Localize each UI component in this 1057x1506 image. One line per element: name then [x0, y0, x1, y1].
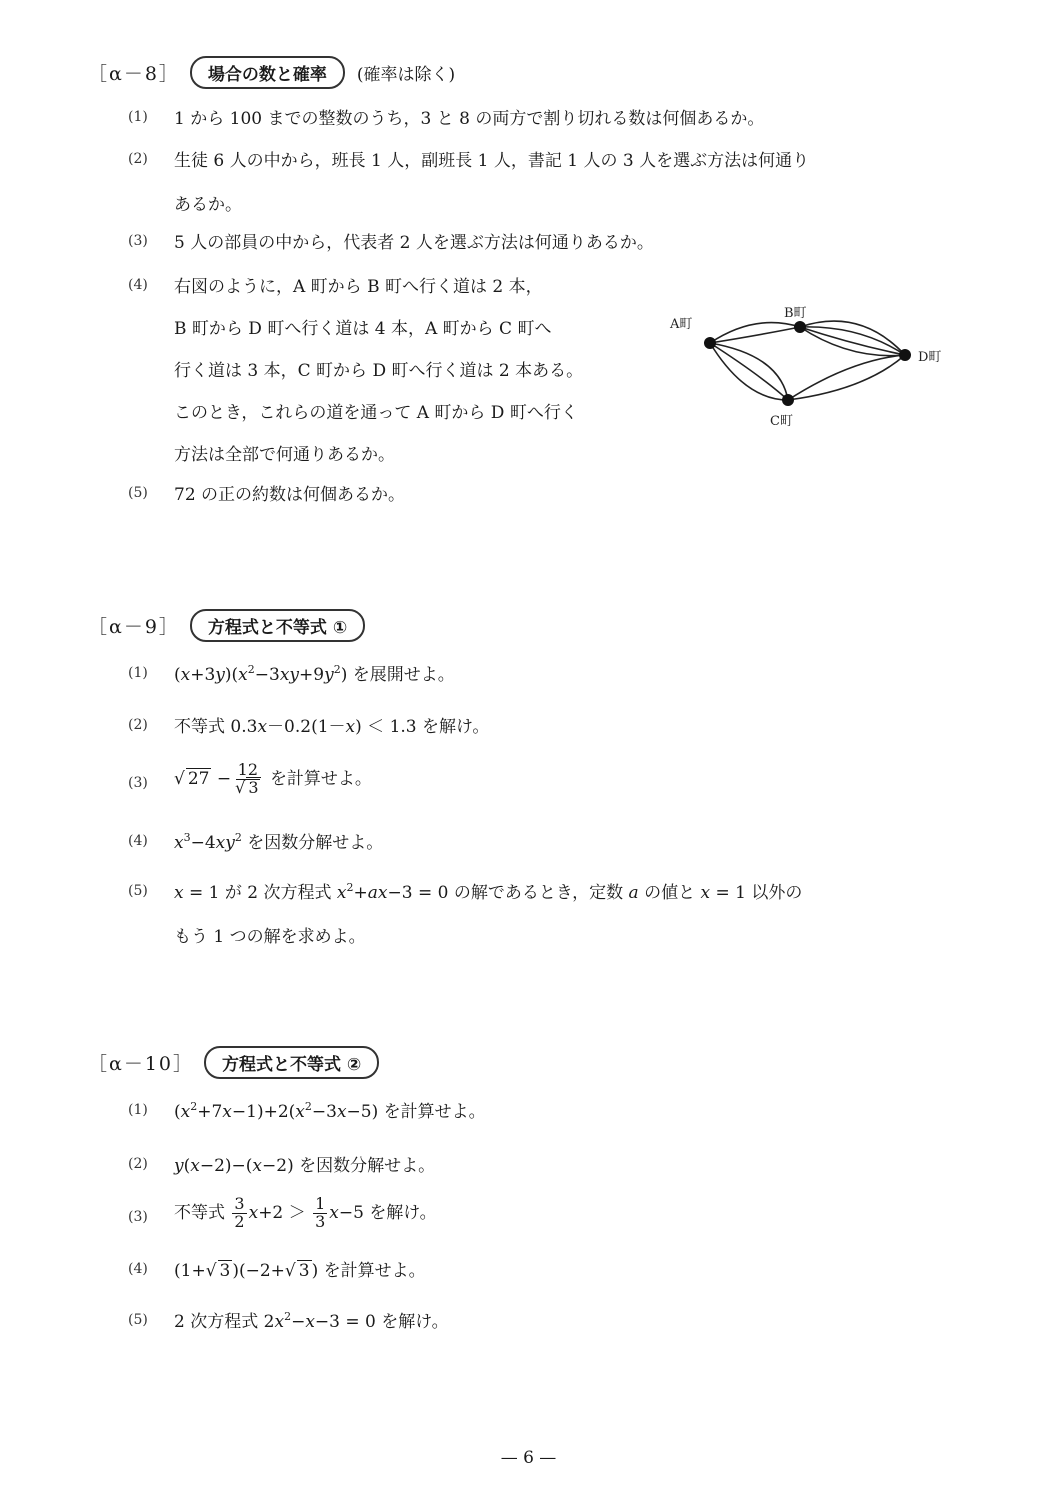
question-text-line1: 右図のように，A 町から B 町へ行く道は 2 本， — [174, 277, 543, 297]
question-text: (1+√ 3 )(−2+√ 3 ) を計算せよ。 — [174, 1261, 426, 1281]
page-number: — 6 — — [500, 1448, 557, 1468]
question-number: (1) — [128, 1102, 148, 1118]
question-text: $x^3-4xy^2$ を因数分解せよ。 — [174, 831, 384, 853]
question-text: 72 の正の約数は何個あるか。 — [174, 485, 406, 505]
question-pre: 不等式 0.3 — [174, 717, 258, 737]
question-tail: を計算せよ。 — [383, 1102, 486, 1122]
town-c-node — [782, 394, 794, 406]
road-a-c-2 — [710, 343, 788, 400]
question-tail: を展開せよ。 — [352, 665, 455, 685]
question-number: (5) — [128, 883, 148, 899]
town-b-node — [794, 321, 806, 333]
section-code: ［α－10］ — [88, 1053, 195, 1075]
section-note: (確率は除く) — [356, 65, 456, 85]
road-a-c-3 — [710, 343, 788, 400]
town-d-node — [899, 349, 911, 361]
section-header-a8 — [88, 56, 455, 89]
question-text: 5 人の部員の中から，代表者 2 人を選ぶ方法は何通りあるか。 — [174, 233, 654, 253]
question-text: 2 次方程式 $2x^2-x-3 = 0$ を解け。 — [174, 1310, 449, 1332]
road-diagram — [660, 295, 960, 440]
section-title-badge: 方程式と不等式 ① — [190, 609, 365, 642]
question-text-line2: B 町から D 町へ行く道は 4 本，A 町から C 町へ — [174, 319, 552, 339]
question-text: $(x+3y)(x^2-3xy+9y^2)$ を展開せよ。 — [174, 663, 455, 685]
road-a-b-1 — [710, 323, 800, 343]
question-number: (3) — [128, 233, 148, 249]
town-d-label: D町 — [918, 350, 942, 365]
question-pre: 不等式 — [174, 1202, 225, 1223]
question-number: (2) — [128, 151, 148, 167]
question-text-line1: x = 1 が 2 次方程式 $x^2+ax-3 = 0$ の解であるとき，定数 a の値と x = 1 以外の — [174, 881, 803, 903]
question-text-line1: 生徒 6 人の中から，班長 1 人，副班長 1 人，書記 1 人の 3 人を選ぶ方法は何通り — [174, 151, 810, 171]
section-title-badge: 場合の数と確率 — [190, 56, 345, 89]
question-tail: を解け。 — [381, 1312, 449, 1332]
question-number: (1) — [128, 109, 148, 125]
road-c-d-2 — [788, 355, 905, 400]
town-a-node — [704, 337, 716, 349]
question-number: (5) — [128, 1312, 148, 1328]
road-a-c-1 — [710, 343, 788, 400]
question-text: $(x^2+7x-1)+2(x^2-3x-5)$ を計算せよ。 — [174, 1100, 486, 1122]
town-b-label: B町 — [784, 306, 807, 321]
town-c-label: C町 — [770, 414, 793, 429]
road-b-d-1 — [800, 321, 905, 355]
question-text: 1 から 100 までの整数のうち，3 と 8 の両方で割り切れる数は何個あるか。 — [174, 109, 765, 129]
question-number: (4) — [128, 1261, 148, 1277]
section-header-a10 — [88, 1046, 379, 1079]
question-number: (4) — [128, 833, 148, 849]
question-pre: 2 次方程式 — [174, 1312, 259, 1332]
question-text: √ 27 − $\frac{12}{√ 3}$ を計算せよ。 — [174, 760, 372, 797]
question-text: 不等式 0.3x－0.2(1－x) ＜ 1.3 を解け。 — [174, 717, 490, 737]
question-number: (5) — [128, 485, 148, 501]
question-number: (3) — [128, 1209, 148, 1225]
question-text-line3: 行く道は 3 本，C 町から D 町へ行く道は 2 本ある。 — [174, 361, 584, 381]
question-number: (4) — [128, 277, 148, 293]
section-code: ［α－9］ — [88, 616, 180, 638]
question-tail: を因数分解せよ。 — [247, 833, 384, 853]
question-text: y(x−2)−(x−2) を因数分解せよ。 — [174, 1156, 436, 1176]
question-tail: を計算せよ。 — [269, 768, 372, 789]
question-text-line2: もう 1 つの解を求めよ。 — [174, 927, 366, 947]
question-text-line4: このとき，これらの道を通って A 町から D 町へ行く — [174, 403, 578, 423]
road-c-d-1 — [788, 355, 905, 400]
question-number: (2) — [128, 1156, 148, 1172]
section-title-badge: 方程式と不等式 ② — [204, 1046, 379, 1079]
question-tail: を因数分解せよ。 — [299, 1156, 436, 1176]
question-post: ) ＜ 1.3 を解け。 — [355, 717, 490, 737]
question-mid: －0.2(1－ — [267, 717, 346, 737]
question-number: (1) — [128, 665, 148, 681]
question-text: 不等式 $\frac{3}{2}$ x+2 ＞ $\frac{1}{3}$ x−5 を解け。 — [174, 1194, 437, 1231]
section-header-a9 — [88, 609, 365, 642]
question-text-line2: あるか。 — [174, 195, 242, 215]
section-code: ［α－8］ — [88, 63, 180, 85]
question-text-line5: 方法は全部で何通りあるか。 — [174, 445, 395, 465]
question-tail: を計算せよ。 — [323, 1261, 426, 1281]
question-number: (3) — [128, 775, 148, 791]
question-number: (2) — [128, 717, 148, 733]
question-tail: を解け。 — [369, 1202, 437, 1223]
town-a-label: A町 — [670, 317, 693, 332]
